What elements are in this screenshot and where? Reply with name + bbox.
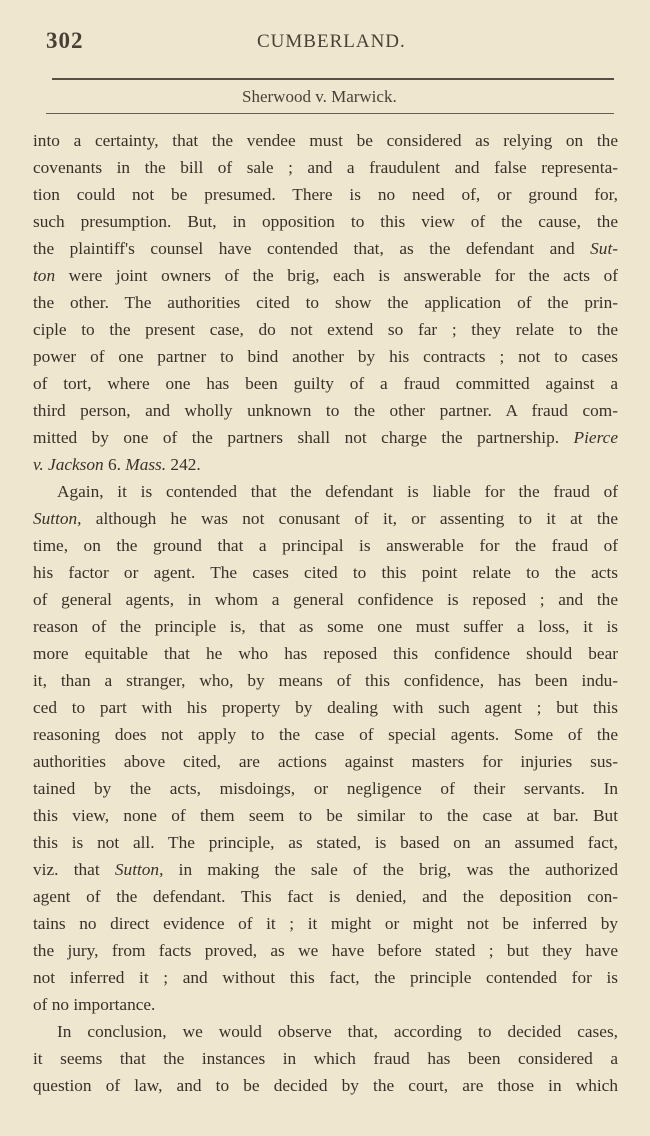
text-line: agent of the defendant. This fact is denied, and the deposition con-: [33, 887, 618, 906]
text-line: reasoning does not apply to the case of special agents. Some of the: [33, 725, 618, 744]
page-number: 302: [46, 28, 84, 53]
text-line: viz. that Sutton, in making the sale of the brig, was the authorized: [33, 860, 618, 879]
italic-citation: ton: [33, 266, 56, 285]
text-line: v. Jackson 6. Mass. 242.: [33, 455, 201, 474]
text-line: authorities above cited, are actions against masters for injuries sus-: [33, 752, 618, 771]
text-line: ciple to the present case, do not extend so far ; they relate to the: [33, 320, 618, 339]
case-title: Sherwood v. Marwick.: [242, 87, 397, 106]
italic-citation: v. Jackson: [33, 455, 104, 474]
italic-citation: Sutton,: [114, 860, 164, 879]
text-line: of tort, where one has been guilty of a fraud committed against a: [33, 374, 618, 393]
italic-citation: Mass.: [125, 455, 167, 474]
text-line: the other. The authorities cited to show the application of the prin-: [33, 293, 618, 312]
italic-citation: Pierce: [573, 428, 618, 447]
text-line: Again, it is contended that the defendant is liable for the fraud of: [57, 482, 618, 501]
text-line: ton were joint owners of the brig, each is answerable for the acts of: [33, 266, 618, 285]
text-line: into a certainty, that the vendee must be considered as relying on the: [33, 131, 618, 150]
text-line: the plaintiff's counsel have contended that, as the defendant and Sut-: [33, 239, 618, 258]
text-line: mitted by one of the partners shall not charge the partnership. Pierce: [33, 428, 618, 447]
text-line: third person, and wholly unknown to the other partner. A fraud com-: [33, 401, 618, 420]
text-line: such presumption. But, in opposition to this view of the cause, the: [33, 212, 618, 231]
text-line: of no importance.: [33, 995, 156, 1014]
header-rule-bottom: [46, 113, 614, 114]
text-line: covenants in the bill of sale ; and a fraudulent and false representa-: [33, 158, 618, 177]
text-line: question of law, and to be decided by the court, are those in which: [33, 1076, 618, 1095]
italic-citation: Sutton,: [33, 509, 82, 528]
text-line: power of one partner to bind another by his contracts ; not to cases: [33, 347, 618, 366]
text-line: reason of the principle is, that as some one must suffer a loss, it is: [33, 617, 618, 636]
text-line: the jury, from facts proved, as we have before stated ; but they have: [33, 941, 618, 960]
text-line: In conclusion, we would observe that, according to decided cases,: [57, 1022, 618, 1041]
text-line: tion could not be presumed. There is no need of, or ground for,: [33, 185, 618, 204]
text-line: time, on the ground that a principal is answerable for the fraud of: [33, 536, 618, 555]
text-line: it seems that the instances in which fraud has been considered a: [33, 1049, 618, 1068]
text-line: not inferred it ; and without this fact, the principle contended for is: [33, 968, 618, 987]
italic-citation: Sut-: [590, 239, 618, 258]
text-line: ced to part with his property by dealing with such agent ; but this: [33, 698, 618, 717]
text-line: this is not all. The principle, as stated, is based on an assumed fact,: [33, 833, 618, 852]
text-line: tains no direct evidence of it ; it might or might not be inferred by: [33, 914, 618, 933]
text-line: Sutton, although he was not conusant of it, or assenting to it at the: [33, 509, 618, 528]
text-line: his factor or agent. The cases cited to this point relate to the acts: [33, 563, 618, 582]
text-line: of general agents, in whom a general confidence is reposed ; and the: [33, 590, 618, 609]
text-line: tained by the acts, misdoings, or negligence of their servants. In: [33, 779, 618, 798]
body-text: [33, 129, 618, 1101]
text-line: more equitable that he who has reposed this confidence should bear: [33, 644, 618, 663]
running-head: CUMBERLAND.: [257, 31, 406, 52]
header-rule-top: [52, 78, 614, 80]
text-line: this view, none of them seem to be similar to the case at bar. But: [33, 806, 618, 825]
text-line: it, than a stranger, who, by means of this confidence, has been indu-: [33, 671, 618, 690]
